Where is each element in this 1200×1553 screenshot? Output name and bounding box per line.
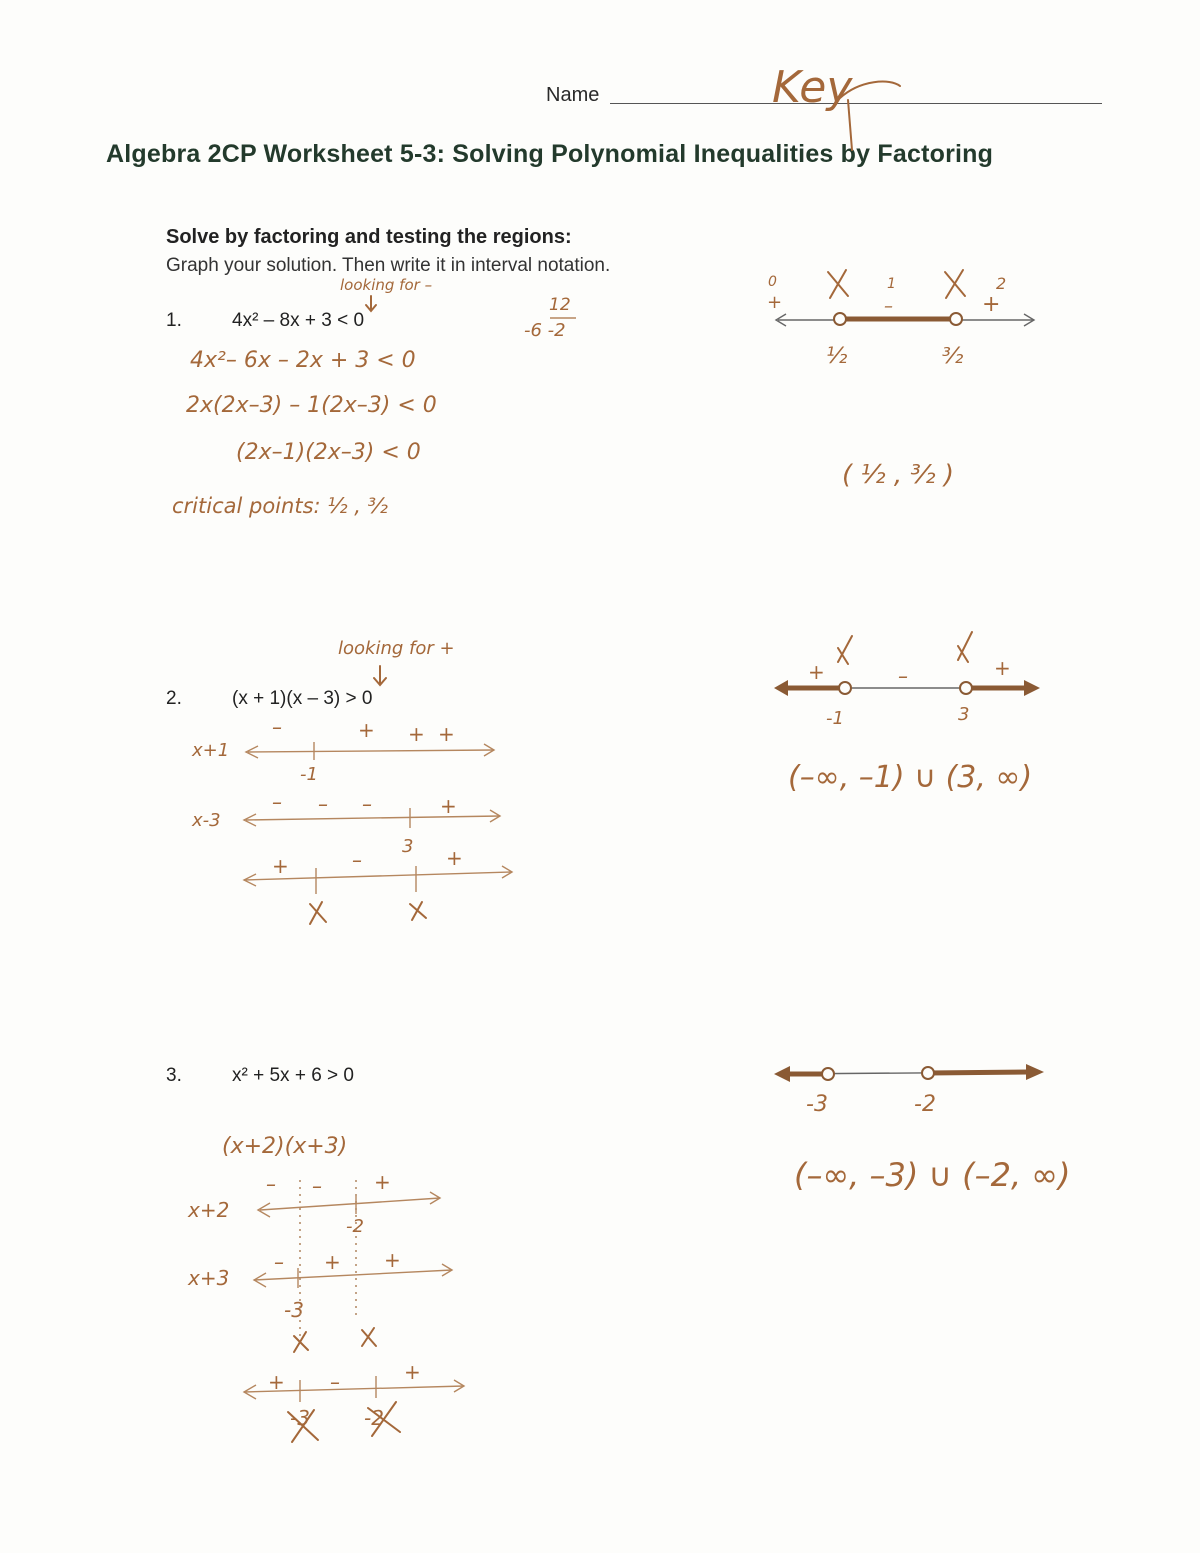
p3-line1-sign-0: – <box>266 1172 276 1196</box>
p2-line1-sign-0: – <box>272 715 282 739</box>
p2-line2-sign-2: – <box>362 792 372 816</box>
p2-line2-sign-3: + <box>440 794 457 818</box>
p1-sign-1: – <box>884 296 893 317</box>
p1-open-point-1 <box>834 313 846 325</box>
p3-line1 <box>260 1198 440 1210</box>
p2-line1-tick: -1 <box>300 764 318 785</box>
p3-combined-sign-2: + <box>404 1360 421 1384</box>
problem-1-step-2: 2x(2x–3) – 1(2x–3) < 0 <box>186 393 437 418</box>
problem-1-step-1: 4x²– 6x – 2x + 3 < 0 <box>190 348 416 373</box>
p3-line1-label: x+2 <box>188 1198 230 1222</box>
problem-1-answer: ( ½ , ³⁄₂ ) <box>842 460 954 490</box>
p3-graph-point-2: -2 <box>914 1092 936 1117</box>
p2-line1-sign-1: + <box>358 718 375 742</box>
problem-1-expression: 4x² – 8x + 3 < 0 <box>232 310 365 331</box>
problem-2-expression: (x + 1)(x – 3) > 0 <box>232 688 373 709</box>
p3-line1-sign-2: + <box>374 1170 391 1194</box>
p3-combined-sign-1: – <box>330 1370 340 1394</box>
p2-line1-sign-2: + <box>408 722 425 746</box>
p3-line2-label: x+3 <box>188 1266 230 1290</box>
p2-graph-point-1: -1 <box>826 708 844 729</box>
problem-1-side-bottom: -6 -2 <box>524 320 566 341</box>
problem-1-side-top: 12 <box>549 295 571 315</box>
name-value: Key <box>772 62 853 113</box>
p2-line1 <box>248 750 494 752</box>
p3-combined-tick-0: -3 <box>290 1406 310 1430</box>
problem-1-note: looking for – <box>340 276 433 294</box>
p1-open-point-2 <box>950 313 962 325</box>
problem-2-note: looking for + <box>338 638 455 659</box>
problem-1-critical-points: critical points: ½ , ³⁄₂ <box>172 494 388 518</box>
problem-3-answer: (–∞, –3) ∪ (–2, ∞) <box>794 1156 1071 1194</box>
p3-line2-tick: -3 <box>284 1298 304 1322</box>
p1-sign-2: + <box>982 292 1001 317</box>
name-label: Name <box>546 84 600 106</box>
instructions-heading: Solve by factoring and testing the regions: <box>166 226 572 248</box>
problem-3-expression: x² + 5x + 6 > 0 <box>232 1065 354 1086</box>
p1-test-2: 2 <box>996 274 1007 293</box>
p3-graph-point-1: -3 <box>806 1092 828 1117</box>
worksheet-title: Algebra 2CP Worksheet 5-3: Solving Polynomial Inequalities by Factoring <box>106 140 994 168</box>
p3-line2-sign-1: + <box>324 1250 341 1274</box>
name-line <box>610 103 1102 104</box>
p2-line2-sign-1: – <box>318 792 328 816</box>
p1-test-0: 0 <box>768 274 777 290</box>
p2-line2 <box>246 816 500 820</box>
p2-graph-sign-1: – <box>898 664 908 688</box>
p1-cross-1 <box>828 270 848 298</box>
p3-combined-sign-0: + <box>268 1370 285 1394</box>
p3-combined-tick-1: -2 <box>364 1406 384 1430</box>
p2-combined-sign-2: + <box>446 846 463 870</box>
p3-solution-right <box>928 1072 1028 1073</box>
p2-line2-label: x-3 <box>192 810 221 831</box>
problem-2-answer: (–∞, –1) ∪ (3, ∞) <box>788 760 1033 795</box>
p1-point-1: ½ <box>826 344 848 369</box>
p3-line1-tick: -2 <box>346 1216 364 1237</box>
problem-2-number: 2. <box>166 688 182 709</box>
problem-3-number: 3. <box>166 1065 182 1086</box>
p3-number-line <box>776 1072 1040 1074</box>
p3-line2-sign-2: + <box>384 1248 401 1272</box>
p2-combined-sign-0: + <box>272 854 289 878</box>
p3-line1-sign-1: – <box>312 1174 322 1198</box>
p1-sign-0: + <box>767 292 783 313</box>
p2-graph-sign-2: + <box>994 656 1011 680</box>
p2-line1-label: x+1 <box>192 740 230 761</box>
instructions-text: Graph your solution. Then write it in interval notation. <box>166 255 611 276</box>
p2-graph-point-2: 3 <box>958 704 970 725</box>
p2-line2-tick: 3 <box>402 836 414 857</box>
p2-cross-a <box>310 902 326 924</box>
p3-line2-sign-0: – <box>274 1250 284 1274</box>
p1-point-2: ³⁄₂ <box>942 344 964 369</box>
problem-3-factored: (x+2)(x+3) <box>222 1134 348 1159</box>
p2-graph-sign-0: + <box>808 660 825 684</box>
p2-line1-sign-3: + <box>438 722 455 746</box>
p2-combined-sign-1: – <box>352 848 362 872</box>
p1-test-1: 1 <box>887 276 896 292</box>
p2-note-arrow <box>374 666 386 685</box>
p1-note-arrow <box>366 296 376 311</box>
p2-line2-sign-0: – <box>272 790 282 814</box>
problem-1-step-3: (2x–1)(2x–3) < 0 <box>236 440 421 465</box>
p1-cross-2 <box>945 270 965 298</box>
problem-1-number: 1. <box>166 310 182 331</box>
p2-cross-b <box>410 902 426 920</box>
